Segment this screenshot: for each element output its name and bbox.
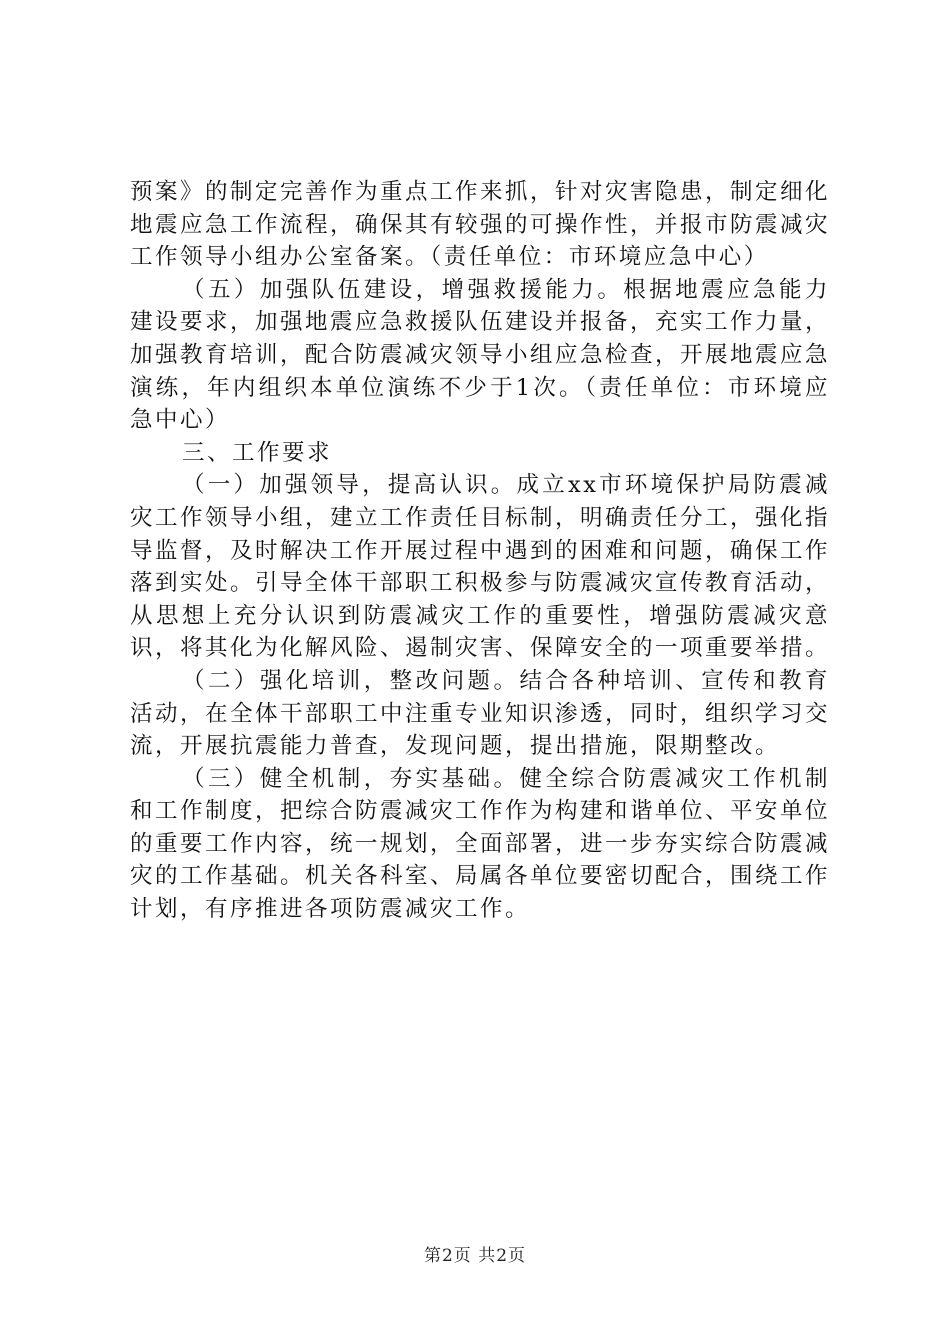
paragraph-requirement-1: （一）加强领导，提高认识。成立xx市环境保护局防震减灾工作领导小组，建立工作责任目标制，明确责任分工，强化指导监督，及时解决工作开展过程中遇到的困难和问题，确保工作落到实处。引导全体干部职工积极参与防震减灾宣传教育活动，从思想上充分认识到防震减灾工作的重要性，增强防震减灾意识，将其化为化解风险、遏制灾害、保障安全的一项重要举措。 bbox=[130, 472, 831, 662]
document-body bbox=[130, 176, 830, 926]
paragraph-continuation: 预案》的制定完善作为重点工作来抓，针对灾害隐患，制定细化地震应急工作流程，确保其有较强的可操作性，并报市防震减灾工作领导小组办公室备案。（责任单位：市环境应急中心） bbox=[130, 179, 831, 271]
paragraph-section-5: （五）加强队伍建设，增强救援能力。根据地震应急能力建设要求，加强地震应急救援队伍建设并报备，充实工作力量，加强教育培训，配合防震减灾领导小组应急检查，开展地震应急演练，年内组织本单位演练不少于1次。（责任单位：市环境应急中心） bbox=[130, 276, 831, 434]
paragraph-requirement-2: （二）强化培训，整改问题。结合各种培训、宣传和教育活动，在全体干部职工中注重专业知识渗透，同时，组织学习交流，开展抗震能力普查，发现问题，提出措施，限期整改。 bbox=[130, 667, 831, 760]
page-number-footer: 第2页 共2页 bbox=[423, 1246, 527, 1266]
paragraph-requirement-3: （三）健全机制，夯实基础。健全综合防震减灾工作机制和工作制度，把综合防震减灾工作作为构建和谐单位、平安单位的重要工作内容，统一规划，全面部署，进一步夯实综合防震减灾的工作基础。机关各科室、局属各单位要密切配合，围绕工作计划，有序推进各项防震减灾工作。 bbox=[130, 765, 831, 923]
section-heading-work-requirements: 三、工作要求 bbox=[182, 439, 333, 466]
